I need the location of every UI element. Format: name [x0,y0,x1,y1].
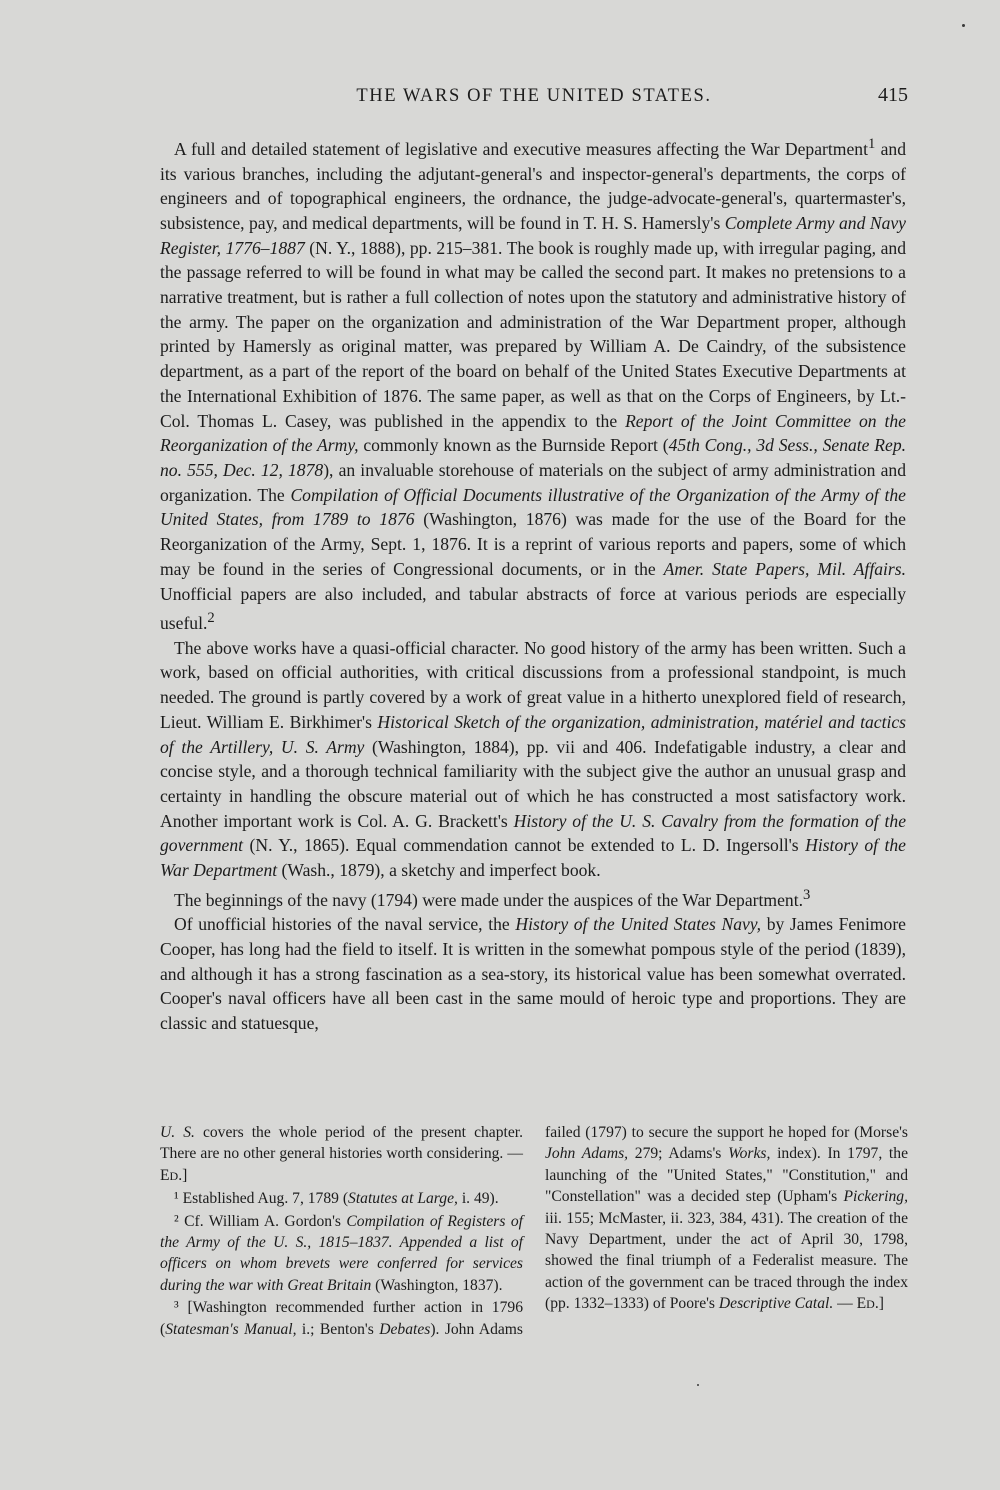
paper-speck [697,1384,699,1386]
page-header [160,86,908,116]
paragraph-2: The above works have a quasi-official character. No good history of the army has been written. Such a work, based on official authorities, with critical discussions from a professional standpoint, is much needed. The ground is partly covered by a work of great value in a hitherto unexplored field of research, Lieut. William E. Birkhimer's Historical Sketch of the organization, administration, matériel and tactics of the Artillery, U. S. Army (Washington, 1884), pp. vii and 406. Indefatigable industry, a clear and concise style, and a thorough technical familiarity with the subject give the author an unusual grasp and certainty in handling the obscure material out of which he has constructed a most satisfactory work. Another important work is Col. A. G. Brackett's History of the U. S. Cavalry from the formation of the government (N. Y., 1865). Equal commendation cannot be extended to L. D. Ingersoll's History of the War Department (Wash., 1879), a sketchy and imperfect book. [160,637,907,881]
footnote-ref-1: 1 [867,136,876,152]
page-number: 415 [878,84,908,106]
paragraph-1: A full and detailed statement of legislative and executive measures affecting the War Department$^1$ and its various branches, including the adjutant-general's and inspector-general's departments, the corps of engineers and of topographical engineers, the ordnance, the judge-advocate-general's, quartermaster's, subsistence, pay, and medical departments, will be found in T. H. S. Hamersly's Complete Army and Navy Register, 1776–1887 (N. Y., 1888), pp. 215–381. The book is roughly made up, with irregular paging, and the passage referred to will be found in what may be called the second part. It makes no pretensions to a narrative treatment, but is rather a full collection of notes upon the statutory and administrative history of the army. The paper on the organization and administration of the War Department proper, although printed by Hamersly as original matter, was prepared by William A. De Caindry, of the subsistence department, as a part of the report of the board on behalf of the United States Executive Departments at the International Exhibition of 1876. The same paper, as well as that on the Corps of Engineers, by Lt.-Col. Thomas L. Casey, was published in the appendix to the Report of the Joint Committee on the Reorganization of the Army, commonly known as the Burnside Report (45th Cong., 3d Sess., Senate Rep. no. 555, Dec. 12, 1878), an invaluable storehouse of materials on the subject of army administration and organization. The Compilation of Official Documents illustrative of the Organization of the Army of the United States, from 1789 to 1876 (Washington, 1876) was made for the use of the Board for the Reorganization of the Army, Sept. 1, 1876. It is a reprint of various reports and papers, some of which may be found in the series of Congressional documents, or in the Amer. State Papers, Mil. Affairs. Unofficial papers are also included, and tabular abstracts of force at various periods are especially useful.$^2$ [160,136,907,634]
running-title: THE WARS OF THE UNITED STATES. [356,86,712,106]
paper-speck [962,24,965,27]
footnote-2: ² Cf. William A. Gordon's Compilation of Registers of the Army of the U. S., 1815–1837. Appended a list of officers on whom brevets were conferred for services during the war with Great Britain (Washington, 1837). [160,1212,524,1294]
footnote-ref-2: 2 [207,610,215,627]
footnote-ref-3: 3 [802,886,811,903]
footnote-3: ³ [Washington recommended further action in 1796 (Statesman's Manual, i.; Benton's Debates). John Adams failed (1797) to secure the support he hoped for (Morse's John Adams, 279; Adams's Works, index). In 1797, the launching of the "United States," "Constitution," and "Constellation" was a decided step (Upham's Pickering, iii. 155; McMaster, ii. 323, 384, 431). The creation of the Navy Department, under the act of April 30, 1798, showed the final triumph of a Federalist measure. The action of the government can be traced through the index (pp. 1332–1333) of Poore's Descriptive Catal. — ED.] [160,1124,908,1338]
paragraph-3: The beginnings of the navy (1794) were made under the auspices of the War Department.$^3$ [174,886,811,910]
main-text [160,132,906,1036]
footnote-1: ¹ Established Aug. 7, 1789 (Statutes at Large, i. 49). [174,1190,499,1208]
footnotes [160,1122,908,1340]
footnote-continuation: U. S. covers the whole period of the present chapter. There are no other general histories worth considering. — ED.] [160,1124,523,1184]
paragraph-4: Of unofficial histories of the naval service, the History of the United States Navy, by James Fenimore Cooper, has long had the field to itself. It is written in the somewhat pompous style of the period (1839), and although it has a strong fascination as a sea-story, its historical value has been somewhat overrated. Cooper's naval officers have all been cast in the same mould of heroic type and proportions. They are classic and statuesque, [160,914,906,1034]
